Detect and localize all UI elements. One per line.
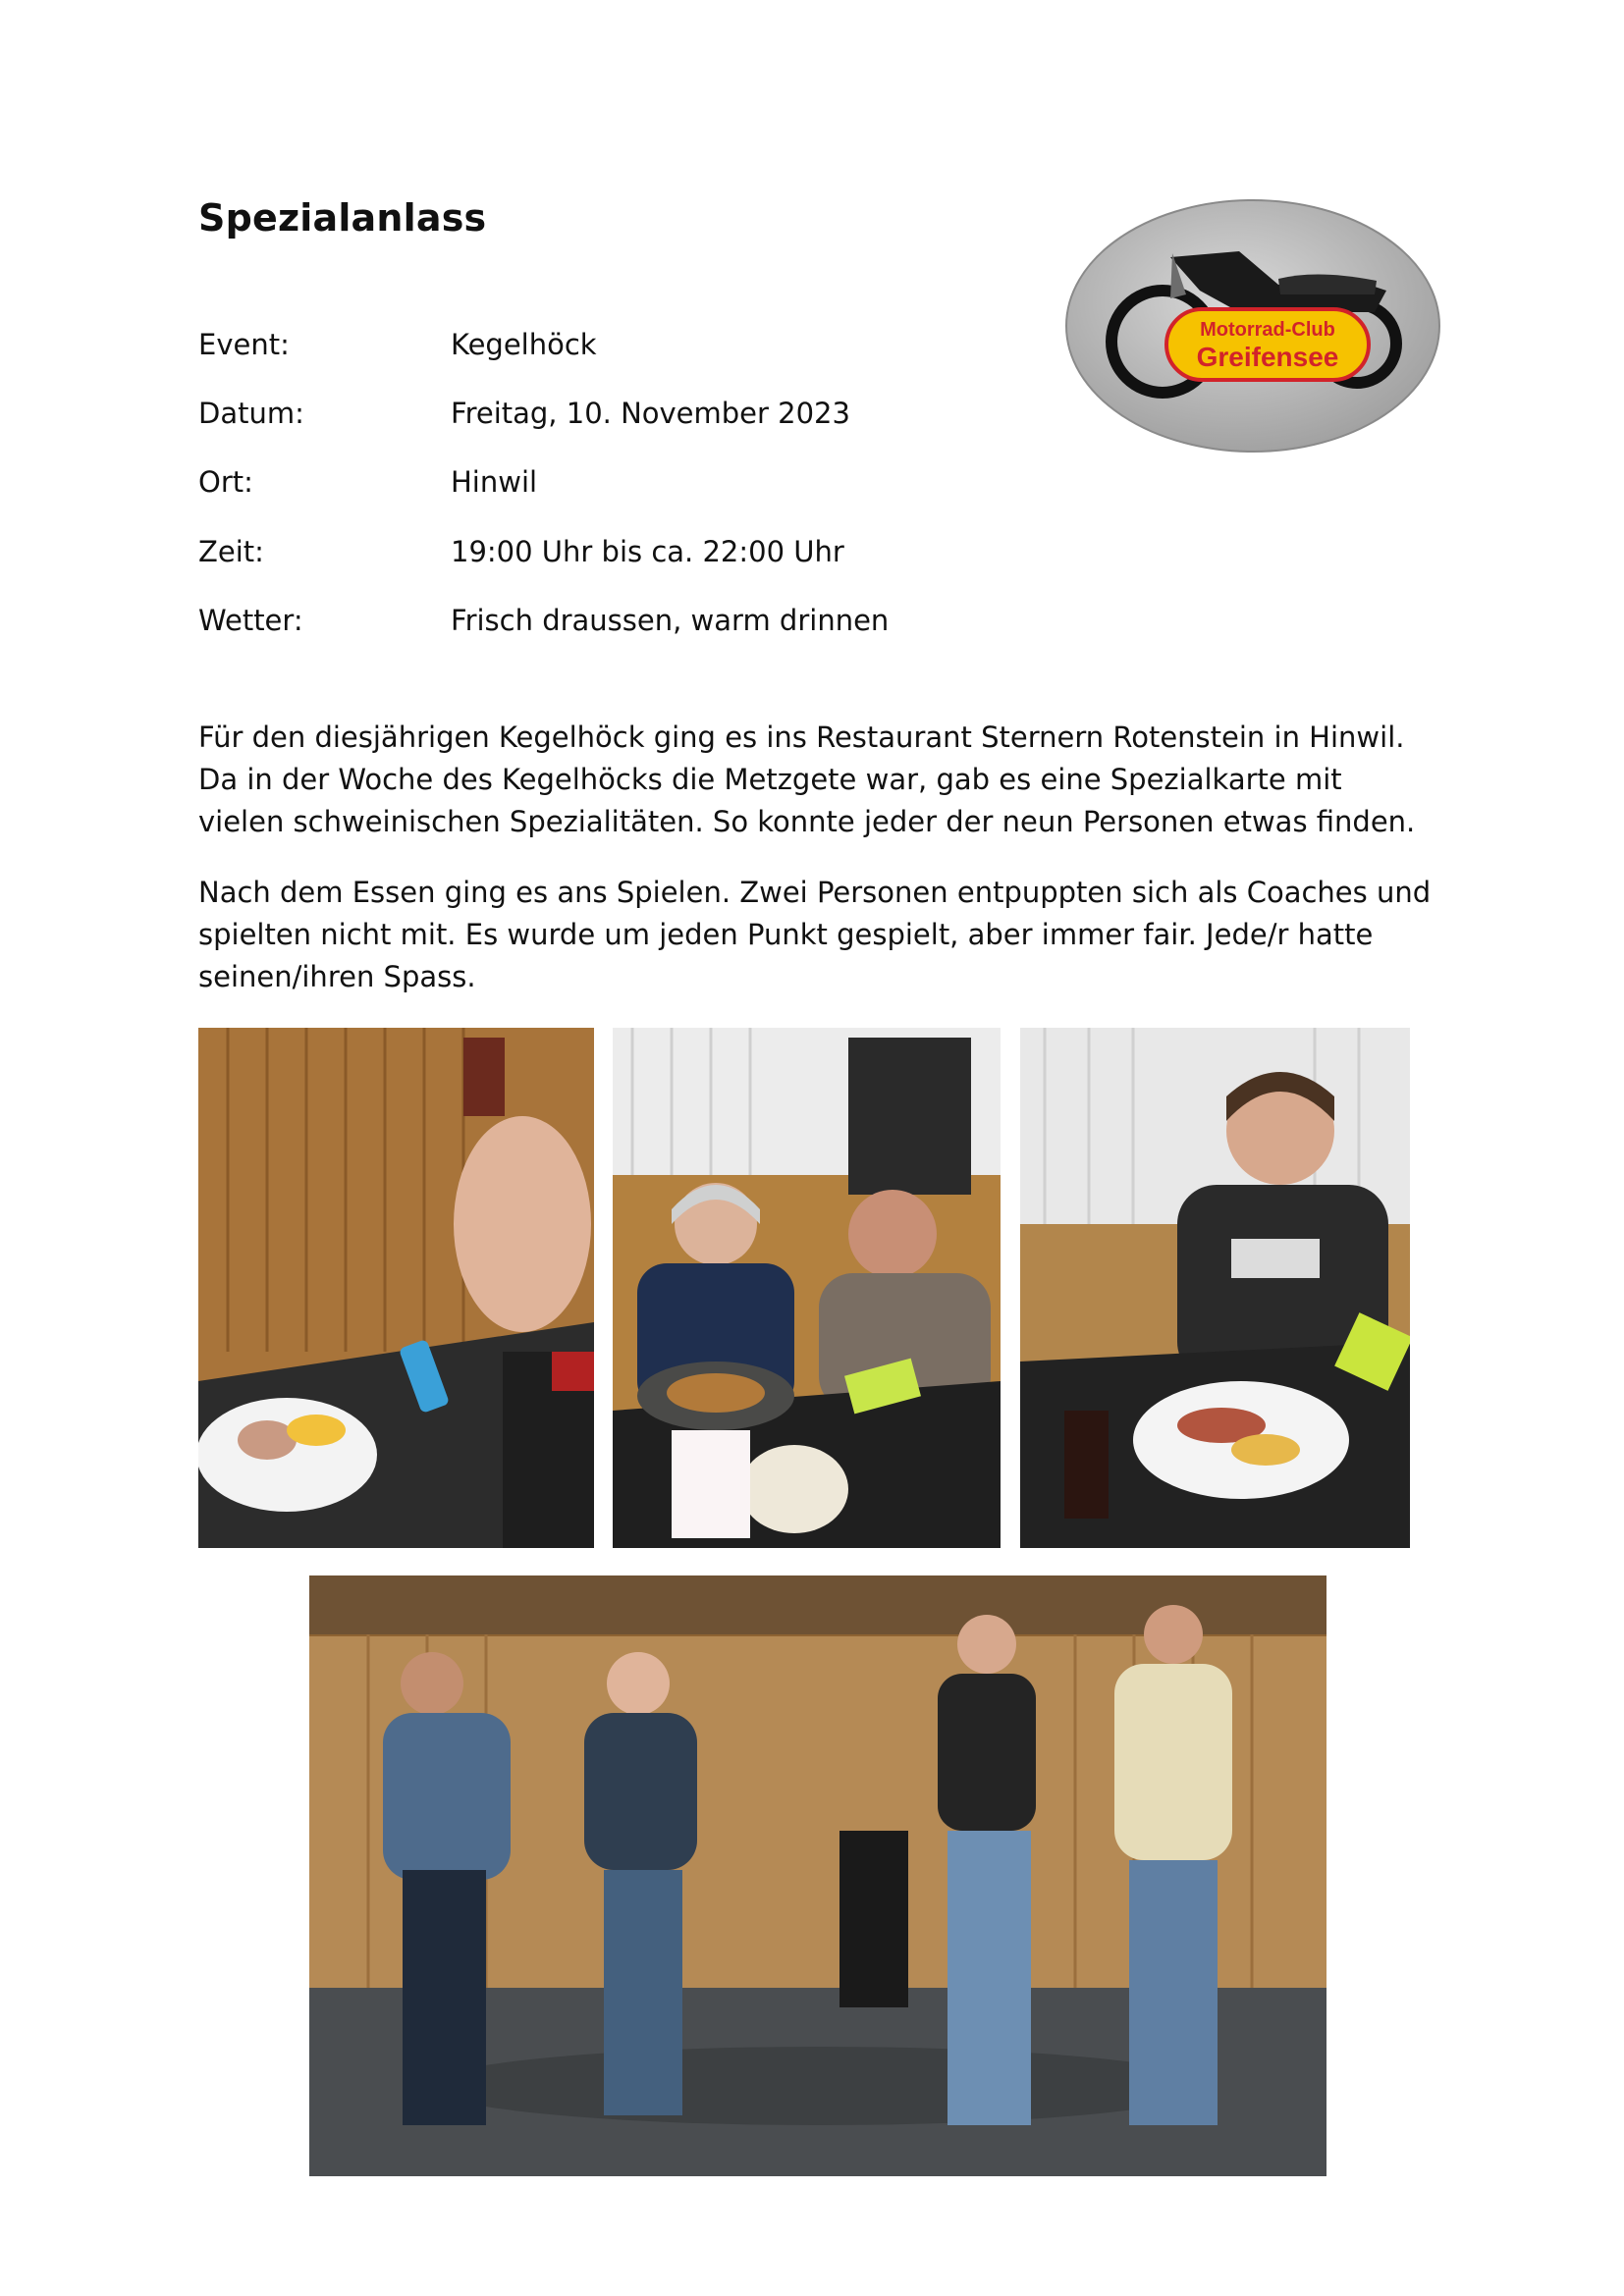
- club-logo: [1062, 196, 1443, 455]
- photo-dinner-man-phone: [198, 1028, 594, 1548]
- club-badge: [1166, 309, 1369, 380]
- info-value: Kegelhöck: [451, 328, 597, 361]
- info-label: Datum:: [198, 397, 304, 430]
- page-title: Spezialanlass: [198, 196, 487, 240]
- info-value: 19:00 Uhr bis ca. 22:00 Uhr: [451, 535, 844, 568]
- info-value: Freitag, 10. November 2023: [451, 397, 850, 430]
- info-row-event: [198, 328, 984, 367]
- info-label: Event:: [198, 328, 290, 361]
- paragraph-1: Für den diesjährigen Kegelhöck ging es ins Restaurant Sternern Rotenstein in Hinwil. Da in der Woche des Kegelhöcks die Metzgete war, gab es eine Spezialkarte mit vielen schweinischen Spezialitäten. So konnte jeder der neun Personen etwas finden.: [198, 721, 1416, 838]
- photo-dinner-couple: [613, 1028, 1001, 1548]
- photo-dinner-young-man: [1020, 1028, 1410, 1548]
- photo-bowling-group: [309, 1575, 1326, 2176]
- logo-line1: Motorrad-Club: [1200, 319, 1335, 341]
- info-row-time: [198, 535, 984, 574]
- info-row-place: [198, 465, 984, 505]
- paragraph-2: Nach dem Essen ging es ans Spielen. Zwei Personen entpuppten sich als Coaches und spielten nicht mit. Es wurde um jeden Punkt gespielt, aber immer fair. Jede/r hatte seinen/ihren Spass.: [198, 876, 1432, 993]
- info-label: Ort:: [198, 465, 253, 499]
- info-value: Hinwil: [451, 465, 538, 499]
- info-value: Frisch draussen, warm drinnen: [451, 604, 890, 637]
- info-label: Wetter:: [198, 604, 303, 637]
- info-label: Zeit:: [198, 535, 264, 568]
- logo-line2: Greifensee: [1196, 342, 1339, 372]
- info-row-date: [198, 397, 984, 436]
- info-row-weather: [198, 604, 984, 643]
